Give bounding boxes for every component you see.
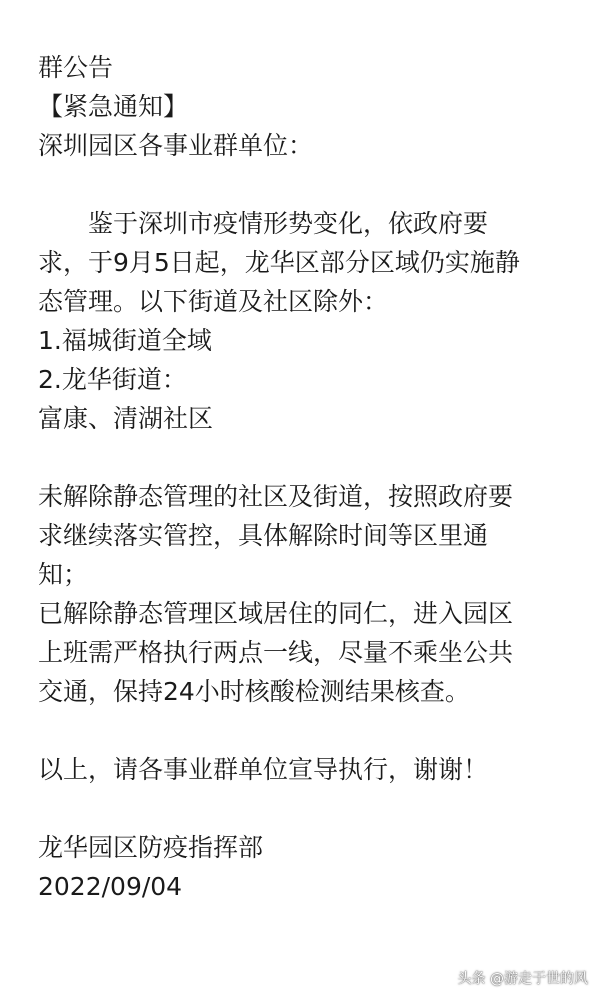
paragraph-line: 上班需严格执行两点一线，尽量不乘坐公共: [38, 638, 514, 667]
paragraph-line: 求，于9月5日起，龙华区部分区域仍实施静: [38, 248, 520, 277]
addressee: 深圳园区各事业群单位：: [38, 131, 314, 160]
closing-line: 以上，请各事业群单位宣导执行，谢谢！: [38, 755, 489, 784]
watermark-text: 头条 @游走于世的风: [457, 971, 588, 987]
blank-line: [38, 789, 563, 828]
paragraph-line: 知；: [38, 560, 89, 589]
exception-item: 2.龙华街道：: [38, 365, 187, 394]
paragraph-line: 态管理。以下街道及社区除外：: [38, 287, 389, 316]
blank-line: [38, 711, 563, 750]
paragraph-line: 已解除静态管理区域居住的同仁，进入园区: [38, 599, 514, 628]
urgent-tag: 【紧急通知】: [38, 92, 189, 121]
paragraph-line: 鉴于深圳市疫情形势变化，依政府要: [88, 209, 489, 238]
signature: 龙华园区防疫指挥部: [38, 833, 264, 862]
date: 2022/09/04: [38, 872, 183, 901]
paragraph-line: 求继续落实管控，具体解除时间等区里通: [38, 521, 489, 550]
blank-line: [38, 438, 563, 477]
paragraph-line: 交通，保持24小时核酸检测结果核查。: [38, 677, 470, 706]
announcement-text: [38, 48, 563, 906]
announcement-title: 群公告: [38, 53, 114, 82]
exception-item: 富康、清湖社区: [38, 404, 214, 433]
paragraph-line: 未解除静态管理的社区及街道，按照政府要: [38, 482, 514, 511]
exception-item: 1.福城街道全域: [38, 326, 212, 355]
blank-line: [38, 165, 563, 204]
watermark: [458, 968, 588, 988]
